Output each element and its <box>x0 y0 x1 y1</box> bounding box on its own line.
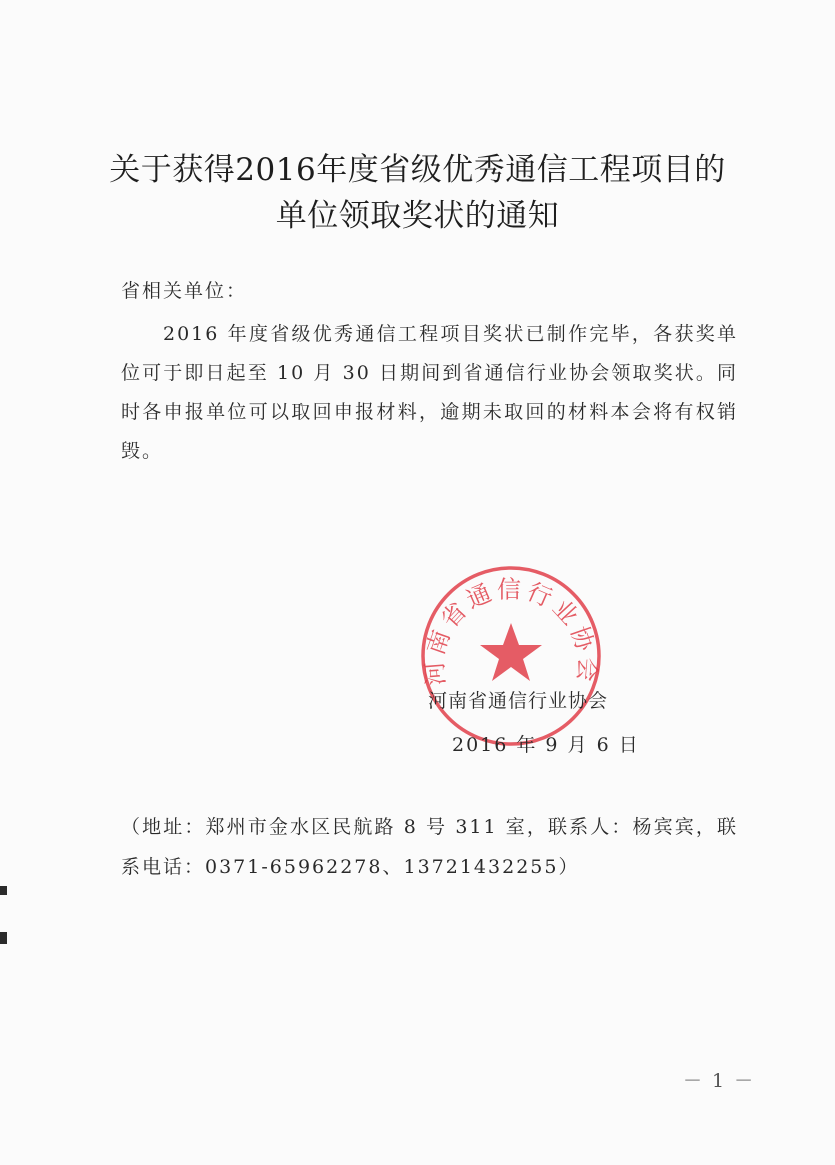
scan-edge-mark <box>0 886 7 895</box>
title-line-2: 单位领取奖状的通知 <box>275 198 560 234</box>
page-number: － 1 － <box>683 1070 756 1092</box>
signature-date: 2016 年 9 月 6 日 <box>452 734 640 756</box>
signature-organization: 河南省通信行业协会 <box>428 690 609 712</box>
notice-body: 2016 年度省级优秀通信工程项目奖状已制作完毕，各获奖单位可于即日起至 10 月 30 日期间到省通信行业协会领取奖状。同时各申报单位可以取回申报材料，逾期未取回的材料本会将有权销毁。 <box>121 323 738 462</box>
salutation: 省相关单位： <box>121 280 248 302</box>
official-seal-stamp <box>418 563 604 749</box>
title-line-1: 关于获得2016年度省级优秀通信工程项目的 <box>109 152 726 188</box>
scan-edge-mark <box>0 932 7 944</box>
star-icon <box>480 623 542 681</box>
contact-info: （地址：郑州市金水区民航路 8 号 311 室，联系人：杨宾宾，联系电话：0371-65962278、13721432255） <box>121 816 738 878</box>
seal-text: 河南省通信行业协会 <box>420 575 602 687</box>
